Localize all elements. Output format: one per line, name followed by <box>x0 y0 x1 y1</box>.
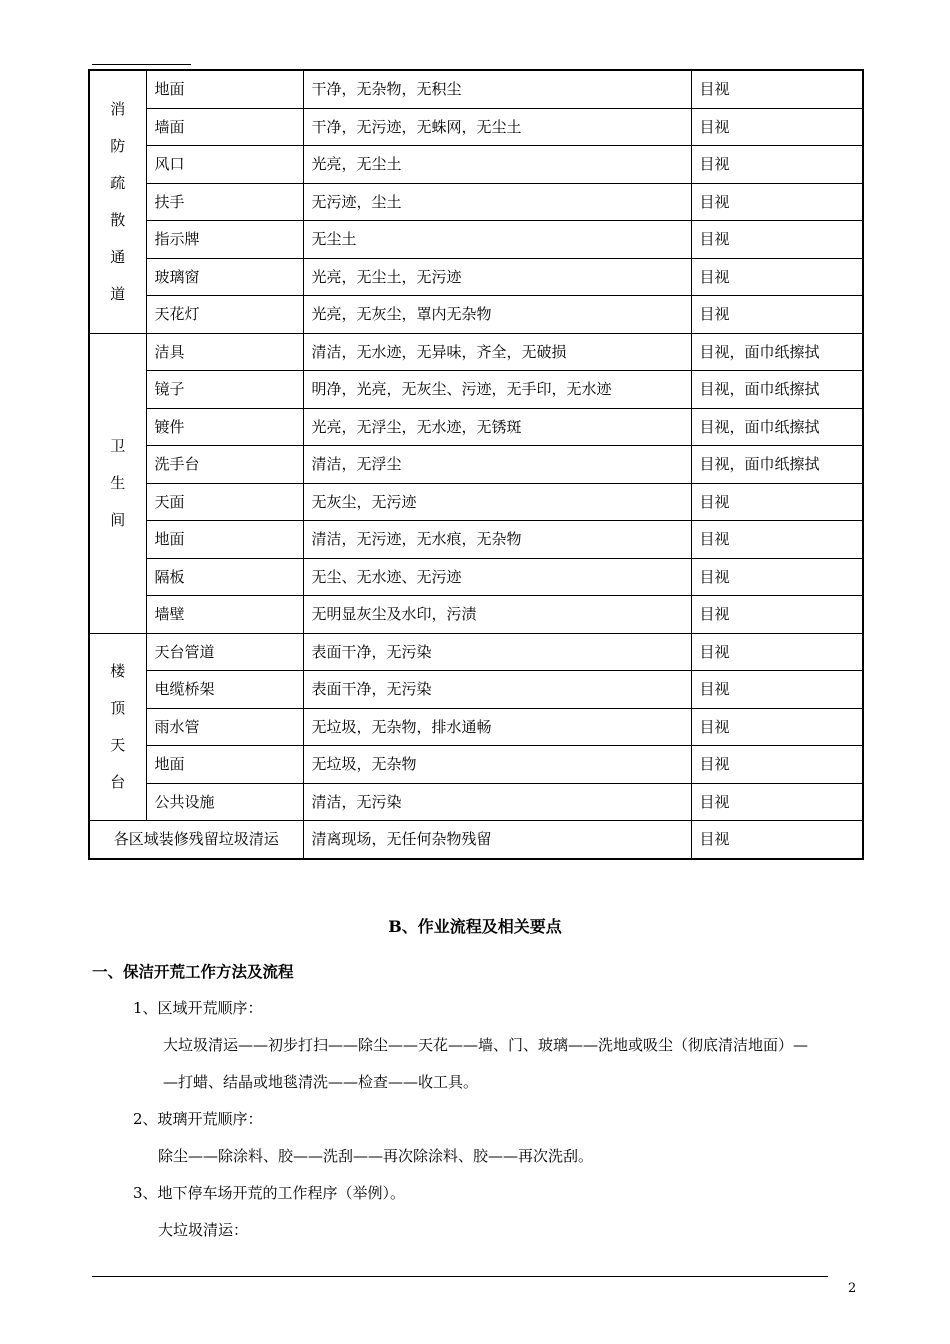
standard-cell: 光亮，无尘土，无污迹 <box>303 258 691 296</box>
method-cell: 目视，面巾纸擦拭 <box>691 371 863 409</box>
standard-cell: 无灰尘，无污迹 <box>303 483 691 521</box>
paragraph-3: —打蜡、结晶或地毯清洗——检查——收工具。 <box>163 1073 479 1091</box>
method-cell: 目视 <box>691 108 863 146</box>
category-cell <box>89 333 146 633</box>
item-cell: 镜子 <box>146 371 303 409</box>
method-cell: 目视 <box>691 258 863 296</box>
table-row <box>89 296 863 334</box>
standard-cell: 表面干净，无污染 <box>303 671 691 709</box>
standard-cell: 清离现场，无任何杂物残留 <box>303 821 691 859</box>
category-label: 消 防 疏 散 通 道 <box>110 99 126 303</box>
item-cell: 天面 <box>146 483 303 521</box>
item-cell: 洁具 <box>146 333 303 371</box>
table-row <box>89 408 863 446</box>
item-cell: 墙壁 <box>146 596 303 634</box>
method-cell: 目视 <box>691 671 863 709</box>
method-cell: 目视，面巾纸擦拭 <box>691 333 863 371</box>
standard-cell: 清洁，无污染 <box>303 783 691 821</box>
table-row <box>89 821 863 859</box>
method-cell: 目视 <box>691 70 863 108</box>
item-cell: 地面 <box>146 521 303 559</box>
cleaning-standards-table <box>88 69 864 860</box>
standard-cell: 清洁，无污迹，无水痕，无杂物 <box>303 521 691 559</box>
standard-cell: 无尘土 <box>303 221 691 259</box>
paragraph-7: 大垃圾清运： <box>158 1221 249 1239</box>
standard-cell: 干净，无杂物，无积尘 <box>303 70 691 108</box>
paragraph-1: 1、区域开荒顺序： <box>133 999 263 1017</box>
table-row <box>89 746 863 784</box>
paragraph-5: 除尘——除涂料、胶——洗刮——再次除涂料、胶——再次洗刮。 <box>158 1147 594 1165</box>
heading-1: 一、保洁开荒工作方法及流程 <box>92 962 294 981</box>
standard-cell: 光亮，无浮尘，无水迹，无锈斑 <box>303 408 691 446</box>
section-title: B、作业流程及相关要点 <box>388 917 562 936</box>
category-cell <box>89 633 146 821</box>
paragraph-2: 大垃圾清运——初步打扫——除尘——天花——墙、门、玻璃——洗地或吸尘（彻底清洁地面）— <box>163 1036 809 1054</box>
table-row <box>89 221 863 259</box>
item-cell: 天台管道 <box>146 633 303 671</box>
standard-cell: 明净，光亮，无灰尘、污迹，无手印，无水迹 <box>303 371 691 409</box>
standard-cell: 无污迹，尘土 <box>303 183 691 221</box>
item-cell: 扶手 <box>146 183 303 221</box>
method-cell: 目视 <box>691 783 863 821</box>
page-number: 2 <box>848 1281 857 1296</box>
item-cell: 电缆桥架 <box>146 671 303 709</box>
standard-cell: 清洁，无水迹，无异味，齐全，无破损 <box>303 333 691 371</box>
table-row <box>89 371 863 409</box>
item-cell: 各区域装修残留垃圾清运 <box>89 821 303 859</box>
item-cell: 雨水管 <box>146 708 303 746</box>
category-cell <box>89 70 146 333</box>
table-row <box>89 783 863 821</box>
item-cell: 地面 <box>146 70 303 108</box>
standard-cell: 无明显灰尘及水印，污渍 <box>303 596 691 634</box>
header-rule <box>92 64 191 65</box>
category-label: 楼 顶 天 台 <box>110 661 126 791</box>
item-cell: 隔板 <box>146 558 303 596</box>
item-cell: 墙面 <box>146 108 303 146</box>
method-cell: 目视，面巾纸擦拭 <box>691 408 863 446</box>
table-row <box>89 333 863 371</box>
table-row <box>89 596 863 634</box>
item-cell: 地面 <box>146 746 303 784</box>
method-cell: 目视 <box>691 596 863 634</box>
standard-cell: 干净，无污迹，无蛛网，无尘土 <box>303 108 691 146</box>
standard-cell: 无垃圾，无杂物 <box>303 746 691 784</box>
method-cell: 目视 <box>691 146 863 184</box>
table-row <box>89 446 863 484</box>
table-row <box>89 521 863 559</box>
item-cell: 洗手台 <box>146 446 303 484</box>
table-row <box>89 483 863 521</box>
table-row <box>89 146 863 184</box>
method-cell: 目视 <box>691 221 863 259</box>
method-cell: 目视，面巾纸擦拭 <box>691 446 863 484</box>
paragraph-6: 3、地下停车场开荒的工作程序（举例）。 <box>133 1184 406 1202</box>
standard-cell: 无垃圾，无杂物，排水通畅 <box>303 708 691 746</box>
footer-rule <box>92 1276 828 1277</box>
method-cell: 目视 <box>691 521 863 559</box>
table-row <box>89 558 863 596</box>
item-cell: 天花灯 <box>146 296 303 334</box>
table-row <box>89 258 863 296</box>
standard-cell: 光亮，无尘土 <box>303 146 691 184</box>
standard-cell: 光亮，无灰尘，罩内无杂物 <box>303 296 691 334</box>
table-row <box>89 183 863 221</box>
method-cell: 目视 <box>691 183 863 221</box>
method-cell: 目视 <box>691 483 863 521</box>
method-cell: 目视 <box>691 708 863 746</box>
paragraph-4: 2、玻璃开荒顺序： <box>133 1110 263 1128</box>
table-row <box>89 671 863 709</box>
category-label: 卫 生 间 <box>110 436 126 529</box>
method-cell: 目视 <box>691 633 863 671</box>
method-cell: 目视 <box>691 821 863 859</box>
table-row <box>89 708 863 746</box>
item-cell: 公共设施 <box>146 783 303 821</box>
standard-cell: 清洁，无浮尘 <box>303 446 691 484</box>
table-row <box>89 633 863 671</box>
item-cell: 玻璃窗 <box>146 258 303 296</box>
item-cell: 风口 <box>146 146 303 184</box>
standard-cell: 无尘、无水迹、无污迹 <box>303 558 691 596</box>
table-row <box>89 108 863 146</box>
standard-cell: 表面干净，无污染 <box>303 633 691 671</box>
item-cell: 指示牌 <box>146 221 303 259</box>
method-cell: 目视 <box>691 558 863 596</box>
item-cell: 镀件 <box>146 408 303 446</box>
method-cell: 目视 <box>691 296 863 334</box>
method-cell: 目视 <box>691 746 863 784</box>
table-row <box>89 70 863 108</box>
